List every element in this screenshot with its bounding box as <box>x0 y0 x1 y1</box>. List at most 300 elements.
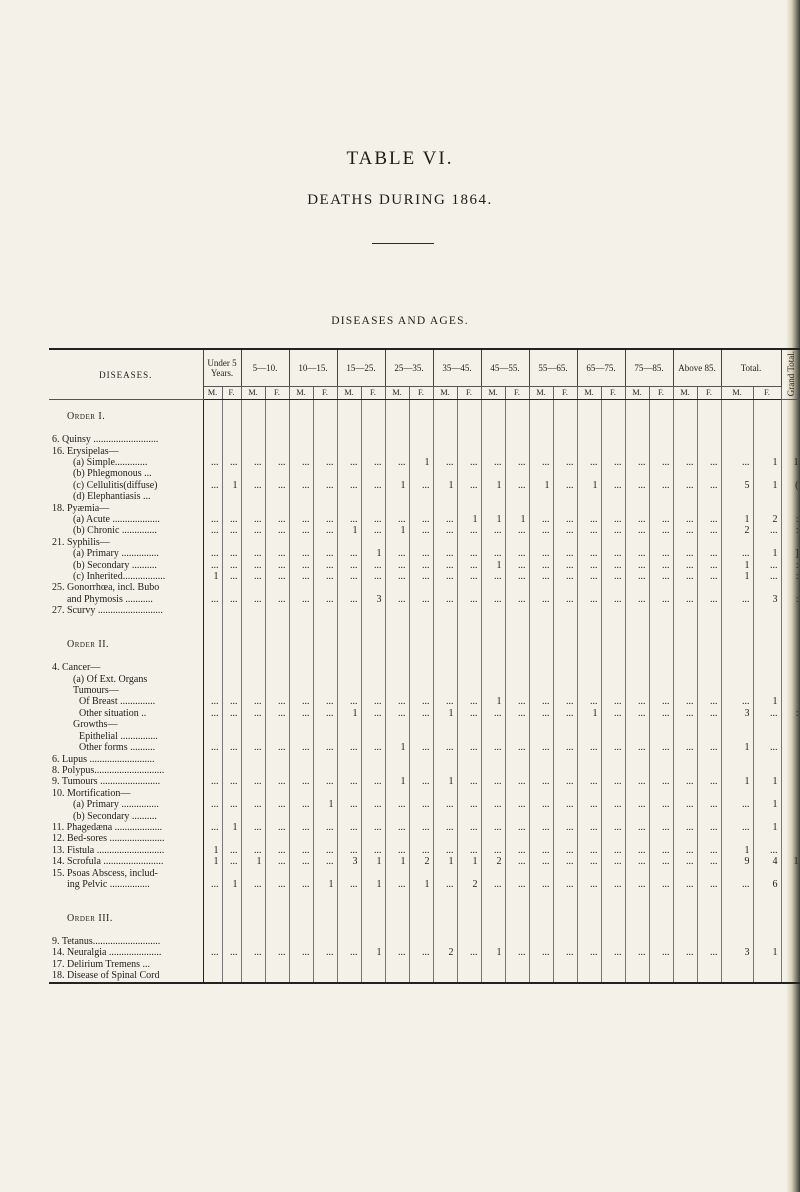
count-cell <box>433 651 457 662</box>
grand-total-cell <box>781 605 800 616</box>
count-cell <box>625 628 649 639</box>
count-cell <box>313 468 337 479</box>
count-cell <box>753 719 781 730</box>
count-cell <box>529 628 553 639</box>
count-cell <box>649 423 673 434</box>
count-cell <box>361 936 385 947</box>
count-cell <box>385 754 409 765</box>
grand-total-cell <box>781 947 800 958</box>
count-cell: ... <box>505 560 529 571</box>
count-cell <box>529 491 553 502</box>
count-cell: ... <box>505 480 529 491</box>
count-cell: ... <box>505 457 529 468</box>
count-cell <box>697 605 721 616</box>
count-cell <box>313 582 337 593</box>
count-cell <box>409 868 433 879</box>
count-cell: ... <box>337 822 361 833</box>
count-cell: ... <box>601 514 625 525</box>
count-cell <box>649 913 673 924</box>
count-cell <box>753 468 781 479</box>
count-cell: ... <box>313 845 337 856</box>
count-cell: ... <box>753 525 781 536</box>
count-cell <box>337 639 361 650</box>
count-cell <box>433 890 457 901</box>
count-cell <box>361 605 385 616</box>
count-cell <box>361 765 385 776</box>
count-cell <box>505 468 529 479</box>
count-cell: 1 <box>385 525 409 536</box>
count-cell <box>289 719 313 730</box>
count-cell <box>673 411 697 422</box>
count-cell: ... <box>457 548 481 559</box>
count-cell <box>697 537 721 548</box>
count-cell <box>203 833 222 844</box>
count-cell <box>553 811 577 822</box>
count-cell <box>721 411 753 422</box>
count-cell <box>409 400 433 412</box>
count-cell <box>697 970 721 982</box>
count-cell: ... <box>601 696 625 707</box>
count-cell: ... <box>433 799 457 810</box>
disease-label <box>49 617 203 628</box>
count-cell <box>289 651 313 662</box>
count-cell <box>697 913 721 924</box>
table-row <box>49 765 800 776</box>
count-cell: ... <box>222 514 241 525</box>
count-cell: 4 <box>753 856 781 867</box>
count-cell <box>289 628 313 639</box>
count-cell <box>337 719 361 730</box>
count-cell <box>649 868 673 879</box>
count-cell <box>577 913 601 924</box>
sex-header-m: M. <box>203 387 222 400</box>
count-cell <box>601 400 625 412</box>
age-header-10-15: 10—15. <box>289 349 337 387</box>
count-cell: ... <box>313 947 337 958</box>
count-cell: ... <box>577 548 601 559</box>
count-cell <box>337 491 361 502</box>
count-cell <box>409 754 433 765</box>
count-cell: ... <box>753 560 781 571</box>
disease-label: 8. Polypus............................ <box>49 765 203 776</box>
count-cell: ... <box>241 696 265 707</box>
count-cell <box>337 617 361 628</box>
count-cell: 1 <box>481 696 505 707</box>
count-cell <box>337 662 361 673</box>
count-cell <box>313 868 337 879</box>
count-cell: ... <box>289 525 313 536</box>
count-cell <box>673 925 697 936</box>
count-cell <box>241 503 265 514</box>
disease-label: (b) Secondary .......... <box>49 560 203 571</box>
count-cell <box>553 754 577 765</box>
count-cell <box>385 765 409 776</box>
grand-total-cell: : <box>781 514 800 525</box>
count-cell: ... <box>289 822 313 833</box>
count-cell <box>457 423 481 434</box>
disease-label: 9. Tumours ........................ <box>49 776 203 787</box>
grand-total-cell <box>781 617 800 628</box>
count-cell: 3 <box>361 594 385 605</box>
count-cell: ... <box>625 879 649 890</box>
count-cell <box>457 411 481 422</box>
diseases-header: DISEASES. <box>49 349 203 400</box>
count-cell <box>577 446 601 457</box>
count-cell <box>529 503 553 514</box>
count-cell <box>289 674 313 685</box>
count-cell <box>203 731 222 742</box>
count-cell <box>649 491 673 502</box>
count-cell <box>241 754 265 765</box>
count-cell <box>289 868 313 879</box>
count-cell: ... <box>553 879 577 890</box>
count-cell <box>385 833 409 844</box>
page-title: TABLE VI. <box>346 148 454 169</box>
count-cell <box>337 582 361 593</box>
count-cell <box>265 605 289 616</box>
count-cell: 2 <box>721 525 753 536</box>
count-cell <box>409 925 433 936</box>
count-cell: ... <box>289 594 313 605</box>
count-cell <box>625 674 649 685</box>
count-cell <box>433 503 457 514</box>
count-cell <box>265 446 289 457</box>
count-cell <box>313 400 337 412</box>
count-cell: 1 <box>457 856 481 867</box>
count-cell <box>289 765 313 776</box>
count-cell <box>265 434 289 445</box>
count-cell <box>457 491 481 502</box>
table-row <box>49 651 800 662</box>
count-cell: ... <box>241 742 265 753</box>
count-cell <box>625 719 649 730</box>
grand-total-label: Grand Total. <box>786 350 796 397</box>
count-cell <box>457 719 481 730</box>
count-cell: ... <box>385 548 409 559</box>
grand-total-cell <box>781 411 800 422</box>
disease-label: 25. Gonorrhœa, incl. Bubo <box>49 582 203 593</box>
count-cell <box>457 662 481 673</box>
count-cell <box>697 833 721 844</box>
count-cell <box>222 617 241 628</box>
count-cell: ... <box>241 776 265 787</box>
count-cell: ... <box>481 457 505 468</box>
count-cell <box>721 902 753 913</box>
table-row <box>49 902 800 913</box>
count-cell <box>361 811 385 822</box>
count-cell <box>697 959 721 970</box>
count-cell <box>222 913 241 924</box>
count-cell: ... <box>241 708 265 719</box>
count-cell <box>529 537 553 548</box>
count-cell <box>222 400 241 412</box>
count-cell <box>361 925 385 936</box>
count-cell <box>361 719 385 730</box>
count-cell: 1 <box>753 822 781 833</box>
sex-header-f: F. <box>649 387 673 400</box>
count-cell <box>409 605 433 616</box>
count-cell: 1 <box>361 947 385 958</box>
count-cell: ... <box>457 708 481 719</box>
table-row <box>49 468 800 479</box>
count-cell: ... <box>505 548 529 559</box>
count-cell <box>505 868 529 879</box>
count-cell: 1 <box>385 480 409 491</box>
count-cell: ... <box>601 947 625 958</box>
count-cell <box>673 651 697 662</box>
count-cell: ... <box>457 480 481 491</box>
count-cell <box>241 639 265 650</box>
sex-header-f: F. <box>697 387 721 400</box>
count-cell <box>433 913 457 924</box>
count-cell <box>649 605 673 616</box>
count-cell: ... <box>529 856 553 867</box>
count-cell <box>649 754 673 765</box>
count-cell <box>625 503 649 514</box>
count-cell: ... <box>203 696 222 707</box>
count-cell: ... <box>649 514 673 525</box>
count-cell: ... <box>625 742 649 753</box>
grand-total-cell <box>781 890 800 901</box>
count-cell: 1 <box>409 457 433 468</box>
count-cell: ... <box>601 571 625 582</box>
count-cell <box>433 811 457 822</box>
count-cell <box>265 468 289 479</box>
count-cell: ... <box>361 708 385 719</box>
count-cell <box>409 890 433 901</box>
count-cell <box>505 788 529 799</box>
count-cell <box>457 890 481 901</box>
count-cell <box>753 925 781 936</box>
count-cell: ... <box>697 457 721 468</box>
count-cell <box>222 537 241 548</box>
count-cell <box>481 503 505 514</box>
count-cell <box>337 765 361 776</box>
count-cell: ... <box>203 480 222 491</box>
count-cell <box>721 765 753 776</box>
count-cell <box>553 685 577 696</box>
disease-label: (a) Of Ext. Organs <box>49 674 203 685</box>
count-cell <box>289 537 313 548</box>
count-cell <box>457 400 481 412</box>
table-row <box>49 480 800 491</box>
count-cell: ... <box>222 548 241 559</box>
count-cell: ... <box>673 845 697 856</box>
count-cell <box>289 411 313 422</box>
count-cell <box>673 503 697 514</box>
count-cell <box>505 639 529 650</box>
count-cell: ... <box>601 845 625 856</box>
count-cell: ... <box>203 457 222 468</box>
count-cell: ... <box>361 480 385 491</box>
count-cell: ... <box>601 742 625 753</box>
count-cell: ... <box>481 708 505 719</box>
count-cell: ... <box>673 594 697 605</box>
count-cell <box>241 936 265 947</box>
sex-header-m: M. <box>481 387 505 400</box>
count-cell <box>577 628 601 639</box>
count-cell <box>625 605 649 616</box>
count-cell <box>457 685 481 696</box>
count-cell: ... <box>673 776 697 787</box>
disease-label <box>49 400 203 412</box>
count-cell <box>265 902 289 913</box>
table-row <box>49 491 800 502</box>
count-cell <box>673 833 697 844</box>
count-cell <box>753 537 781 548</box>
count-cell <box>697 936 721 947</box>
count-cell: ... <box>753 742 781 753</box>
count-cell: 3 <box>753 594 781 605</box>
count-cell: ... <box>409 548 433 559</box>
count-cell <box>409 788 433 799</box>
count-cell: ... <box>289 457 313 468</box>
count-cell <box>433 936 457 947</box>
count-cell <box>649 651 673 662</box>
count-cell <box>385 970 409 982</box>
count-cell <box>753 628 781 639</box>
grand-total-cell: 1 <box>781 457 800 468</box>
count-cell <box>577 651 601 662</box>
count-cell <box>673 674 697 685</box>
count-cell <box>337 446 361 457</box>
count-cell: ... <box>409 947 433 958</box>
count-cell: ... <box>385 845 409 856</box>
count-cell <box>697 651 721 662</box>
table-row <box>49 708 800 719</box>
count-cell <box>265 788 289 799</box>
count-cell <box>361 582 385 593</box>
count-cell: 1 <box>361 548 385 559</box>
count-cell: ... <box>433 525 457 536</box>
count-cell: ... <box>553 525 577 536</box>
count-cell <box>433 491 457 502</box>
count-cell <box>577 434 601 445</box>
count-cell <box>481 902 505 913</box>
count-cell <box>601 411 625 422</box>
count-cell: ... <box>553 856 577 867</box>
grand-total-cell: : <box>781 571 800 582</box>
sex-header-f: F. <box>313 387 337 400</box>
count-cell <box>361 970 385 982</box>
count-cell <box>337 400 361 412</box>
count-cell: ... <box>505 856 529 867</box>
count-cell <box>289 400 313 412</box>
count-cell <box>529 468 553 479</box>
count-cell <box>625 959 649 970</box>
count-cell: ... <box>313 776 337 787</box>
count-cell <box>553 970 577 982</box>
count-cell <box>385 639 409 650</box>
count-cell: ... <box>553 799 577 810</box>
count-cell <box>361 434 385 445</box>
count-cell <box>577 959 601 970</box>
count-cell: ... <box>481 525 505 536</box>
count-cell <box>409 434 433 445</box>
count-cell <box>313 446 337 457</box>
count-cell <box>265 719 289 730</box>
count-cell <box>337 731 361 742</box>
count-cell <box>241 902 265 913</box>
count-cell <box>505 731 529 742</box>
count-cell: ... <box>577 856 601 867</box>
count-cell: ... <box>505 571 529 582</box>
count-cell <box>601 674 625 685</box>
count-cell: ... <box>529 947 553 958</box>
count-cell: 1 <box>222 879 241 890</box>
count-cell: ... <box>241 571 265 582</box>
count-cell <box>457 913 481 924</box>
count-cell <box>505 400 529 412</box>
count-cell <box>697 890 721 901</box>
count-cell: ... <box>601 548 625 559</box>
table-row <box>49 822 800 833</box>
count-cell: ... <box>203 525 222 536</box>
table-row <box>49 594 800 605</box>
count-cell: ... <box>385 560 409 571</box>
count-cell: 1 <box>433 480 457 491</box>
count-cell: ... <box>673 799 697 810</box>
count-cell <box>529 788 553 799</box>
count-cell <box>529 959 553 970</box>
grand-total-cell <box>781 731 800 742</box>
count-cell <box>553 446 577 457</box>
count-cell: ... <box>385 594 409 605</box>
count-cell <box>385 685 409 696</box>
count-cell: ... <box>721 879 753 890</box>
count-cell <box>265 765 289 776</box>
count-cell <box>433 582 457 593</box>
count-cell: ... <box>222 457 241 468</box>
count-cell: ... <box>601 856 625 867</box>
count-cell <box>505 446 529 457</box>
count-cell <box>337 685 361 696</box>
count-cell <box>337 628 361 639</box>
count-cell: 1 <box>313 799 337 810</box>
count-cell: ... <box>553 571 577 582</box>
count-cell <box>577 868 601 879</box>
count-cell <box>409 446 433 457</box>
count-cell <box>457 925 481 936</box>
sex-header-f: F. <box>753 387 781 400</box>
count-cell <box>433 537 457 548</box>
count-cell <box>529 925 553 936</box>
grand-total-cell <box>781 662 800 673</box>
count-cell <box>529 833 553 844</box>
count-cell: ... <box>553 742 577 753</box>
order-heading: Order II. <box>49 639 203 650</box>
count-cell <box>222 491 241 502</box>
count-cell <box>577 423 601 434</box>
count-cell <box>577 674 601 685</box>
count-cell <box>203 959 222 970</box>
disease-label: 14. Neuralgia ..................... <box>49 947 203 958</box>
count-cell <box>673 890 697 901</box>
count-cell: ... <box>409 594 433 605</box>
count-cell: ... <box>697 514 721 525</box>
count-cell <box>241 468 265 479</box>
count-cell: ... <box>697 696 721 707</box>
count-cell <box>697 685 721 696</box>
count-cell <box>721 925 753 936</box>
count-cell <box>337 890 361 901</box>
count-cell: ... <box>337 696 361 707</box>
count-cell <box>457 936 481 947</box>
count-cell <box>481 970 505 982</box>
count-cell: 1 <box>753 799 781 810</box>
count-cell <box>505 537 529 548</box>
grand-total-cell <box>781 822 800 833</box>
